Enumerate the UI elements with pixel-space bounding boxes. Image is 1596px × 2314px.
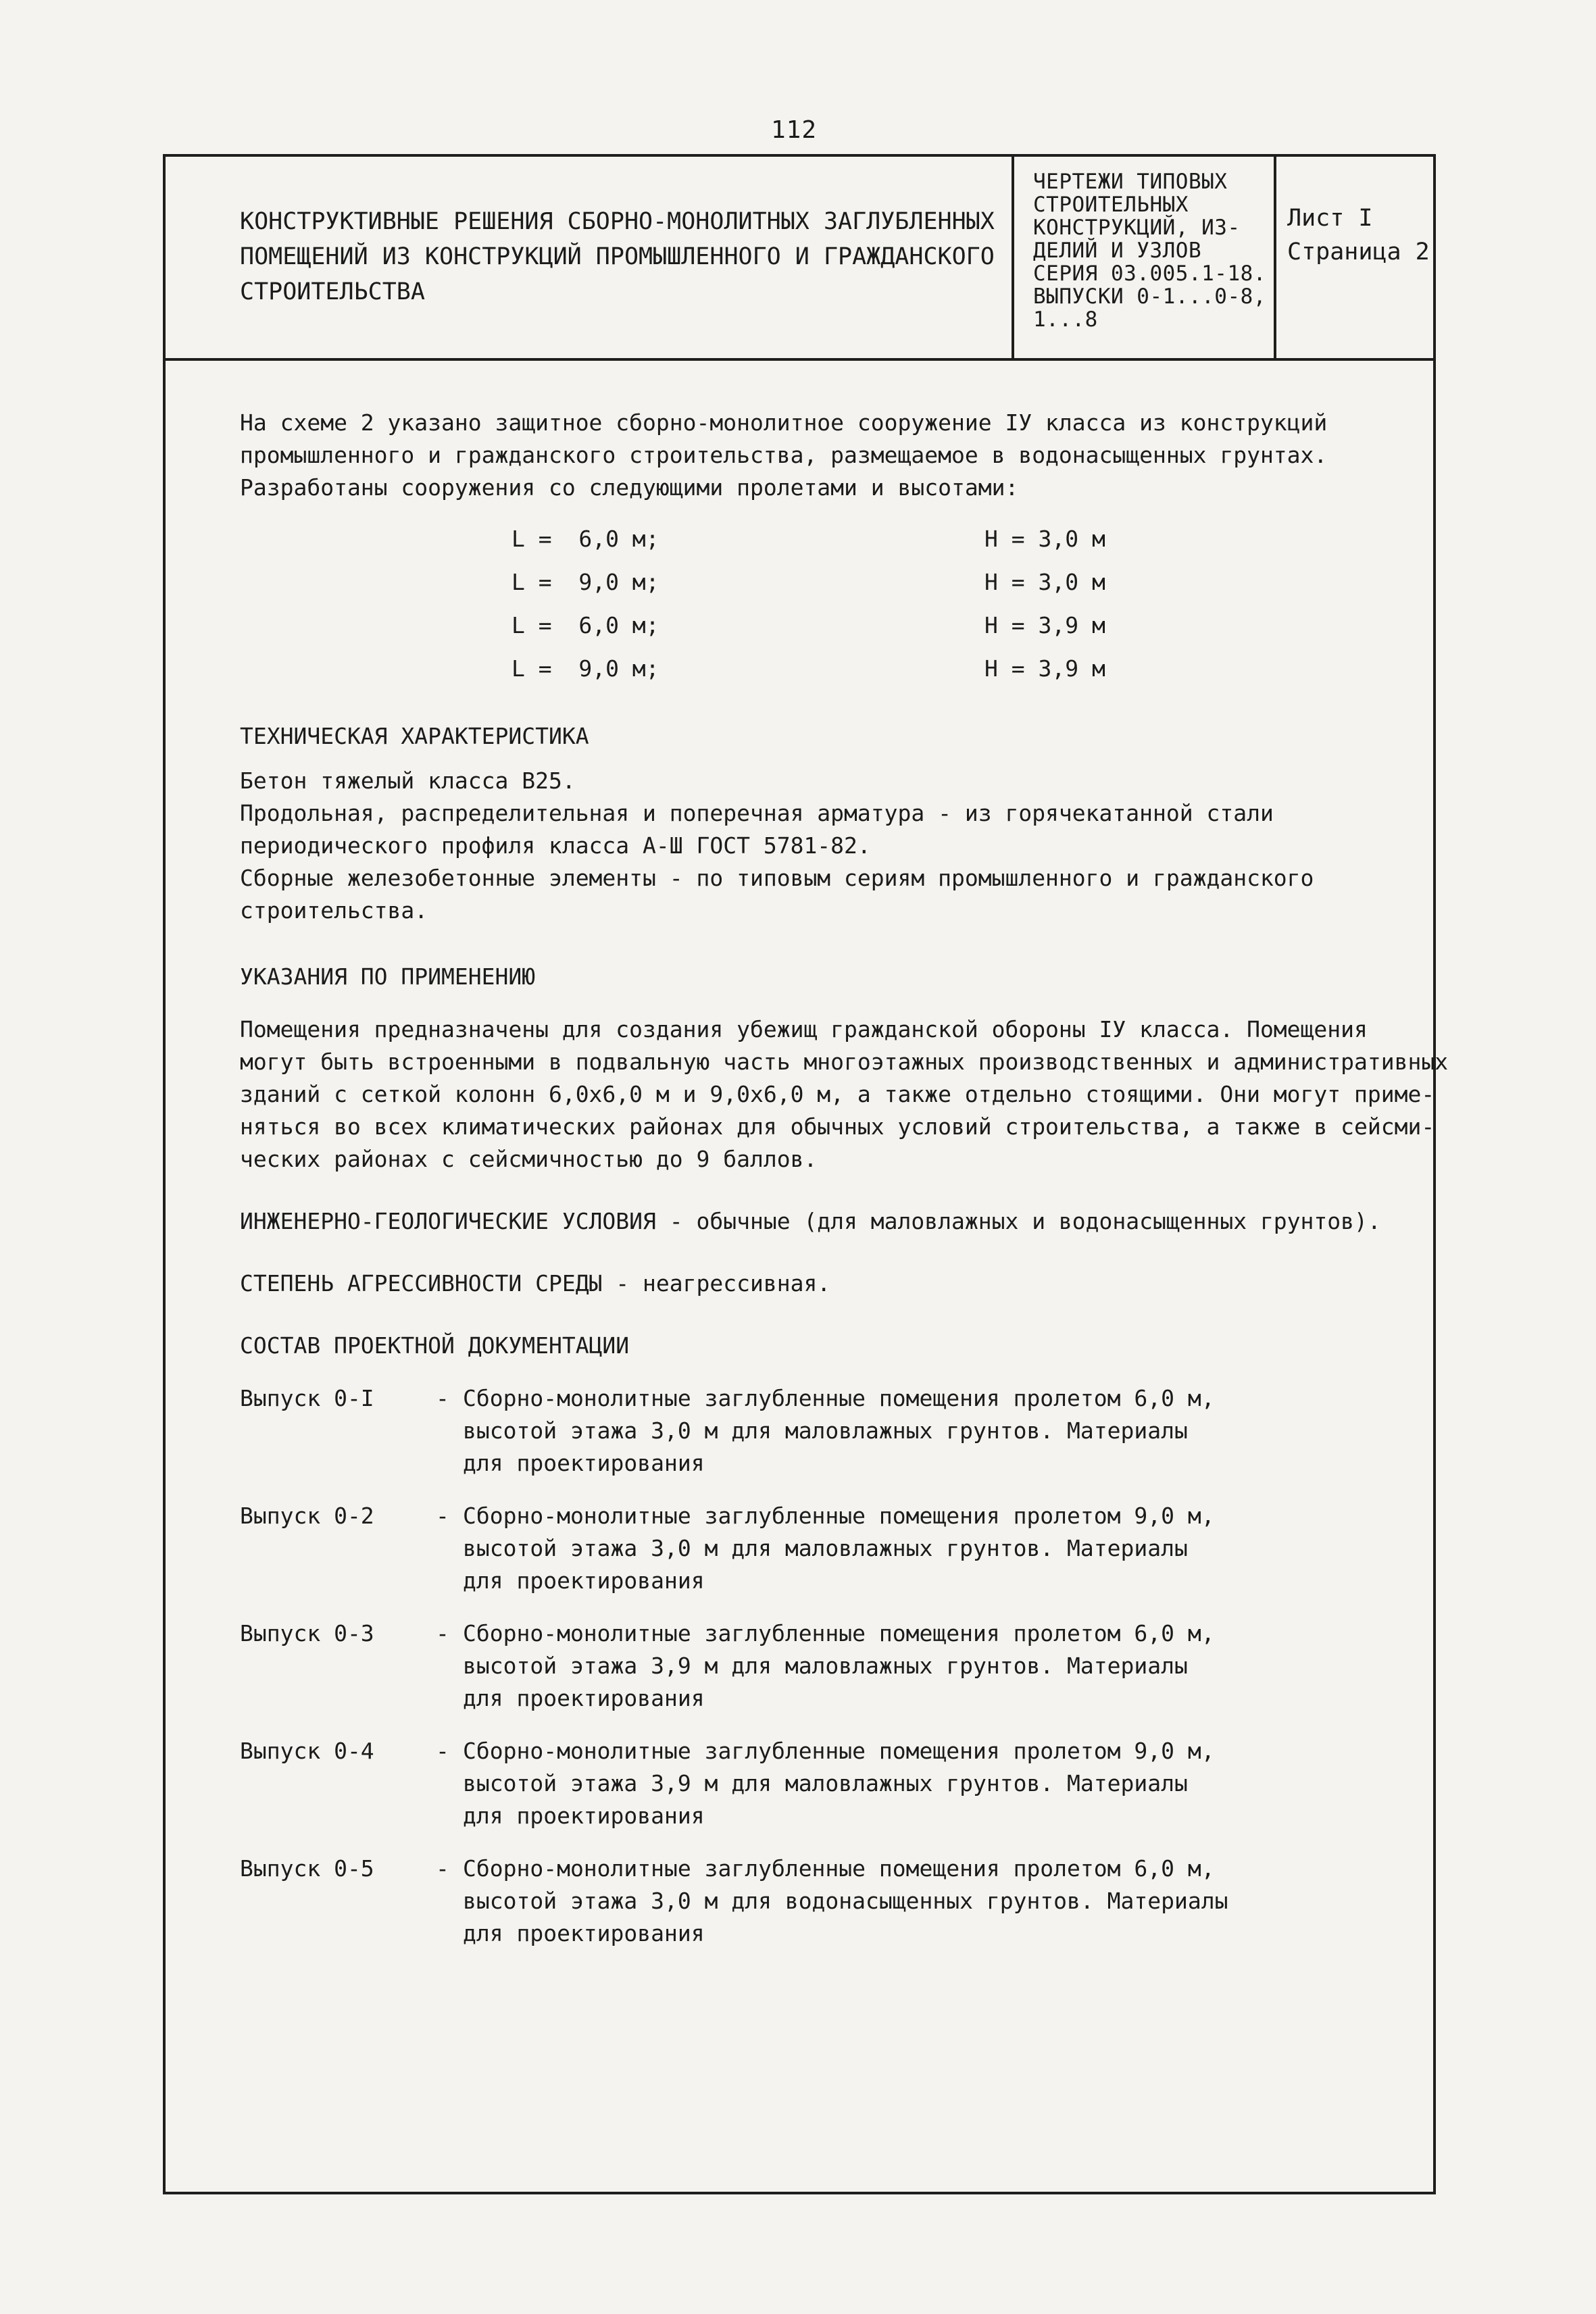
- drawing-frame: [163, 154, 1449, 2194]
- height-value: H = 3,9 м: [984, 612, 1105, 638]
- issue-description: [463, 1382, 1429, 1480]
- aggression-line: СТЕПЕНЬ АГРЕССИВНОСТИ СРЕДЫ - неагрессивная.: [240, 1270, 831, 1297]
- series-line: ЧЕРТЕЖИ ТИПОВЫХ: [1033, 170, 1228, 194]
- span-value: L = 6,0 м;: [512, 526, 659, 552]
- text-line: могут быть встроенными в подвальную часть многоэтажных производственных и административных: [240, 1049, 1449, 1075]
- usage-section: [240, 1013, 1449, 1176]
- text-line: строительства.: [240, 897, 428, 924]
- text-line: Помещения предназначены для создания убежищ гражданской обороны IУ класса. Помещения: [240, 1016, 1368, 1042]
- dimension-row: [240, 647, 1429, 690]
- series-line: СТРОИТЕЛЬНЫХ: [1033, 193, 1189, 217]
- text-line: Сборно-монолитные заглубленные помещения пролетом 6,0 м,: [463, 1855, 1215, 1882]
- title-line: СТРОИТЕЛЬСТВА: [240, 278, 425, 305]
- height-value: H = 3,9 м: [984, 655, 1105, 682]
- stamp-divider: [1012, 157, 1014, 358]
- text-line: Продольная, распределительная и поперечная арматура - из горячекатанной стали: [240, 800, 1274, 826]
- issue-name: Выпуск 0-2: [240, 1503, 374, 1529]
- text-line: для проектирования: [463, 1685, 705, 1711]
- text-line: для проектирования: [463, 1450, 705, 1476]
- span-value: L = 6,0 м;: [512, 612, 659, 638]
- title-line: ПОМЕЩЕНИЙ ИЗ КОНСТРУКЦИЙ ПРОМЫШЛЕННОГО И ГРАЖДАНСКОГО: [240, 243, 995, 270]
- height-value: H = 3,0 м: [984, 569, 1105, 595]
- text-line: ческих районах с сейсмичностью до 9 баллов.: [240, 1146, 818, 1172]
- title-line: КОНСТРУКТИВНЫЕ РЕШЕНИЯ СБОРНО-МОНОЛИТНЫХ ЗАГЛУБЛЕННЫХ: [240, 208, 995, 235]
- tech-section: [240, 765, 1429, 927]
- title-block: [166, 157, 1433, 361]
- issue-dash: -: [436, 1738, 449, 1764]
- text-line: для проектирования: [463, 1803, 705, 1829]
- series-info: [1033, 170, 1293, 331]
- text-line: высотой этажа 3,9 м для маловлажных грунтов. Материалы: [463, 1653, 1188, 1679]
- issue-name: Выпуск 0-3: [240, 1620, 374, 1646]
- text-line: няться во всех климатических районах для обычных условий строительства, а также в сейсми-: [240, 1113, 1435, 1140]
- document-title: [240, 204, 1105, 309]
- document-body: [240, 407, 1449, 1950]
- tech-heading: ТЕХНИЧЕСКАЯ ХАРАКТЕРИСТИКА: [240, 723, 589, 749]
- intro-paragraph: [240, 407, 1429, 504]
- series-line: ДЕЛИЙ И УЗЛОВ: [1033, 238, 1202, 263]
- issue-item: [240, 1853, 1429, 1950]
- text-line: промышленного и гражданского строительства, размещаемое в водонасыщенных грунтах.: [240, 442, 1328, 468]
- height-value: H = 3,0 м: [984, 526, 1105, 552]
- dimension-row: [240, 518, 1429, 561]
- issue-item: [240, 1617, 1429, 1715]
- issue-description: [463, 1735, 1429, 1832]
- text-line: зданий с сеткой колонн 6,0х6,0 м и 9,0х6,0 м, а также отдельно стоящими. Они могут приме-: [240, 1081, 1435, 1107]
- geology-line: ИНЖЕНЕРНО-ГЕОЛОГИЧЕСКИЕ УСЛОВИЯ - обычные (для маловлажных и водонасыщенных грунтов).: [240, 1208, 1381, 1234]
- issue-dash: -: [436, 1855, 449, 1882]
- text-line: высотой этажа 3,0 м для маловлажных грунтов. Материалы: [463, 1535, 1188, 1561]
- text-line: Сборно-монолитные заглубленные помещения пролетом 6,0 м,: [463, 1620, 1215, 1646]
- span-value: L = 9,0 м;: [512, 569, 659, 595]
- issue-name: Выпуск 0-I: [240, 1385, 374, 1411]
- issue-description: [463, 1853, 1429, 1950]
- page-number: 112: [770, 116, 818, 144]
- sheet-number: Лист I: [1287, 205, 1373, 232]
- text-line: для проектирования: [463, 1920, 705, 1946]
- text-line: Сборно-монолитные заглубленные помещения пролетом 9,0 м,: [463, 1503, 1215, 1529]
- span-value: L = 9,0 м;: [512, 655, 659, 682]
- text-line: На схеме 2 указано защитное сборно-монолитное сооружение IУ класса из конструкций: [240, 409, 1328, 436]
- stamp-divider: [1274, 157, 1276, 358]
- text-line: Сборные железобетонные элементы - по типовым сериям промышленного и гражданского: [240, 865, 1314, 891]
- issue-dash: -: [436, 1385, 449, 1411]
- issue-item: [240, 1382, 1429, 1480]
- series-line: КОНСТРУКЦИЙ, ИЗ-: [1033, 216, 1241, 240]
- text-line: периодического профиля класса А-Ш ГОСТ 5781-82.: [240, 832, 871, 859]
- issue-description: [463, 1500, 1429, 1597]
- issue-name: Выпуск 0-5: [240, 1855, 374, 1882]
- dimensions-list: [240, 518, 1429, 690]
- text-line: Сборно-монолитные заглубленные помещения пролетом 6,0 м,: [463, 1385, 1215, 1411]
- text-line: Разработаны сооружения со следующими пролетами и высотами:: [240, 474, 1019, 501]
- issue-dash: -: [436, 1503, 449, 1529]
- text-line: высотой этажа 3,9 м для маловлажных грунтов. Материалы: [463, 1770, 1188, 1796]
- text-line: для проектирования: [463, 1567, 705, 1594]
- usage-heading: УКАЗАНИЯ ПО ПРИМЕНЕНИЮ: [240, 963, 536, 990]
- dimension-row: [240, 604, 1429, 647]
- issue-item: [240, 1735, 1429, 1832]
- composition-heading: СОСТАВ ПРОЕКТНОЙ ДОКУМЕНТАЦИИ: [240, 1332, 630, 1359]
- dimension-row: [240, 561, 1429, 604]
- text-line: Бетон тяжелый класса В25.: [240, 768, 576, 794]
- issues-list: [240, 1382, 1429, 1950]
- issue-name: Выпуск 0-4: [240, 1738, 374, 1764]
- text-line: высотой этажа 3,0 м для водонасыщенных грунтов. Материалы: [463, 1888, 1228, 1914]
- issue-item: [240, 1500, 1429, 1597]
- series-line: 1...8: [1033, 307, 1098, 332]
- series-line: ВЫПУСКИ 0-1...0-8,: [1033, 284, 1266, 309]
- text-line: Сборно-монолитные заглубленные помещения пролетом 9,0 м,: [463, 1738, 1215, 1764]
- page-label: Страница 2: [1287, 238, 1430, 266]
- text-line: высотой этажа 3,0 м для маловлажных грунтов. Материалы: [463, 1417, 1188, 1444]
- sheet-info: [1287, 201, 1436, 269]
- issue-dash: -: [436, 1620, 449, 1646]
- series-line: СЕРИЯ 03.005.1-18.: [1033, 261, 1266, 286]
- issue-description: [463, 1617, 1429, 1715]
